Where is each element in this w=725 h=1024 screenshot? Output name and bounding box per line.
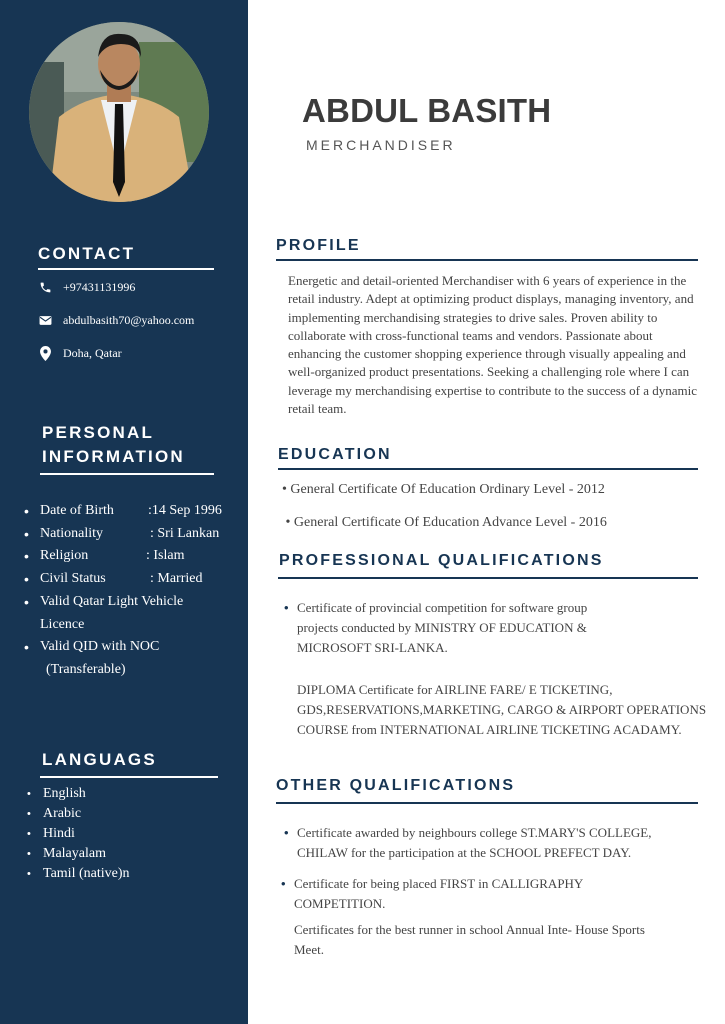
education-item: • General Certificate Of Education Ordinary Level - 2012 (282, 482, 605, 497)
personal-info-list (24, 500, 222, 682)
personal-item-licence (24, 591, 222, 636)
professional-item-line: • Certificate of provincial competition for software group (297, 600, 588, 615)
other-item-line: • Certificates for the best runner in school Annual Inte- House Sports (294, 922, 645, 937)
personal-item (24, 523, 222, 546)
qid-line1: • Valid QID with NOC (40, 639, 160, 655)
other-item-line: COMPETITION. (294, 896, 386, 911)
personal-label: Date of Birth (40, 503, 114, 518)
personal-item (24, 568, 222, 591)
candidate-name: ABDUL BASITH (302, 92, 552, 129)
personal-value: : Sri Lankan (150, 525, 220, 541)
languages-divider (40, 776, 218, 778)
contact-heading: CONTACT (38, 244, 136, 263)
professional-divider (278, 577, 698, 579)
professional-item-line: COURSE from INTERNATIONAL AIRLINE TICKETING ACADAMY. (297, 722, 682, 737)
education-item-text: General Certificate Of Education Advance Level - 2016 (293, 515, 607, 530)
other-divider (276, 802, 698, 804)
personal-item-qid (24, 636, 222, 681)
professional-heading: PROFESSIONAL QUALIFICATIONS (279, 552, 604, 569)
email-address[interactable]: abdulbasith70@yahoo.com (63, 313, 195, 327)
professional-item-line: MICROSOFT SRI-LANKA. (297, 640, 448, 655)
personal-label: Religion (40, 548, 89, 564)
other-item (294, 874, 583, 914)
professional-item-line: • DIPLOMA Certificate for AIRLINE FARE/ E TICKETING, (297, 682, 613, 697)
language-item: • Arabic (27, 804, 130, 824)
licence-line1: • Valid Qatar Light Vehicle (40, 593, 184, 609)
personal-label: Nationality (40, 525, 103, 541)
personal-heading-line1: PERSONAL (42, 423, 155, 442)
contact-location (38, 346, 122, 361)
language-item: • English (27, 784, 130, 804)
personal-info-heading (42, 421, 185, 469)
location-text: Doha, Qatar (63, 346, 122, 360)
phone-icon (38, 281, 52, 295)
language-item: • Malayalam (27, 844, 130, 864)
language-item: • Tamil (native)n (27, 864, 130, 884)
education-item-text: General Certificate Of Education Ordinary Level - 2012 (290, 482, 605, 497)
personal-value: : Islam (146, 548, 185, 564)
personal-item (24, 500, 222, 523)
education-heading: EDUCATION (278, 446, 392, 463)
contact-divider (38, 268, 214, 270)
other-item (297, 823, 651, 863)
personal-info-divider (40, 473, 214, 475)
qid-line2: (Transferable) (46, 661, 126, 677)
phone-number[interactable]: +97431131996 (63, 280, 136, 294)
professional-item-line: projects conducted by MINISTRY OF EDUCATION & (297, 620, 587, 635)
other-item (294, 920, 725, 960)
personal-value: : Married (150, 571, 203, 587)
map-pin-icon (38, 347, 52, 361)
languages-heading: LANGUAGS (42, 750, 157, 769)
other-item-line: • Certificate awarded by neighbours college ST.MARY'S COLLEGE, (297, 825, 652, 840)
education-divider (278, 468, 698, 470)
personal-label: Civil Status (40, 571, 106, 587)
personal-item (24, 545, 222, 568)
languages-list (27, 784, 130, 884)
candidate-role: MERCHANDISER (306, 137, 456, 153)
education-item: • General Certificate Of Education Advance Level - 2016 (282, 515, 607, 530)
profile-summary: Energetic and detail-oriented Merchandiser with 6 years of experience in the retail industry. Adept at optimizing product displays, managing inventory, and implementing merchandising strategies to drive sales. Proven ability to collaborate with cross-functional teams and vendors. Passionate about enhancing the customer shopping experience through visually appealing and well-organized product presentations. Seeking a challenging role where I can leverage my merchandising expertise to contribute to the success of a dynamic retail team. (288, 273, 697, 417)
profile-heading: PROFILE (276, 237, 361, 254)
contact-phone (38, 280, 135, 295)
other-item-line: • Certificate for being placed FIRST in CALLIGRAPHY (294, 876, 584, 891)
contact-email (38, 313, 194, 328)
profile-photo (29, 22, 209, 202)
personal-heading-line2: INFORMATION (42, 447, 185, 466)
profile-divider (276, 259, 698, 261)
professional-item (297, 680, 725, 740)
envelope-icon (38, 314, 52, 328)
professional-item-line: GDS,RESERVATIONS,MARKETING, CARGO & AIRPORT OPERATIONS (297, 702, 707, 717)
personal-value: :14 Sep 1996 (148, 503, 222, 518)
professional-item (297, 598, 587, 658)
other-item-line: Meet. (294, 942, 324, 957)
licence-line2: Licence (40, 616, 85, 632)
other-item-line: CHILAW for the participation at the SCHOOL PREFECT DAY. (297, 845, 632, 860)
sidebar (0, 0, 248, 1024)
language-item: • Hindi (27, 824, 130, 844)
other-heading: OTHER QUALIFICATIONS (276, 777, 516, 794)
